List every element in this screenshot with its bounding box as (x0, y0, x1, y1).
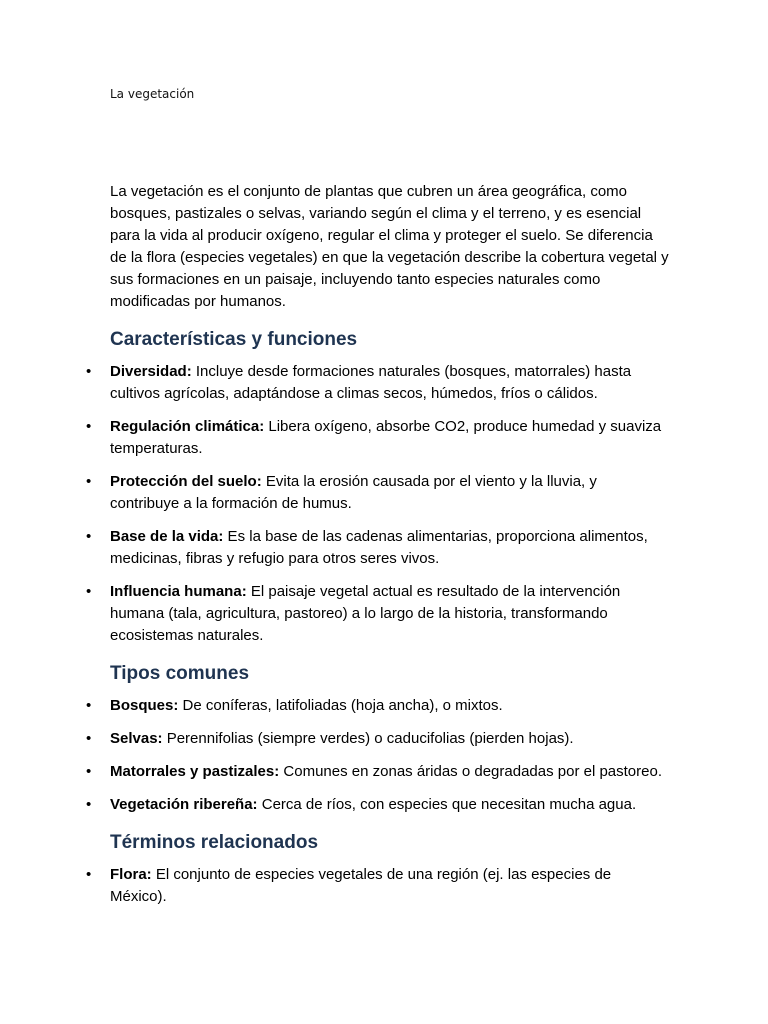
list-item-term: Matorrales y pastizales: (110, 763, 280, 780)
list-item-text: Cerca de ríos, con especies que necesitan mucha agua. (257, 796, 637, 813)
section-heading-tipos: Tipos comunes (110, 663, 250, 684)
bullet-icon: • (86, 730, 92, 747)
list-item (86, 526, 670, 570)
list-item-term: Influencia humana: (110, 583, 247, 600)
list-item-text: De coníferas, latifoliadas (hoja ancha), o mixtos. (178, 697, 503, 714)
list-item-term: Selvas: (110, 730, 163, 747)
list-item (86, 416, 670, 460)
bullet-icon: • (86, 796, 92, 813)
list-item (86, 471, 670, 515)
bullet-icon: • (86, 763, 92, 780)
list-item (86, 581, 670, 647)
list-item-term: Flora: (110, 866, 152, 883)
bullet-icon: • (86, 363, 92, 380)
list-item-term: Diversidad: (110, 363, 192, 380)
intro-paragraph: La vegetación es el conjunto de plantas que cubren un área geográfica, como bosques, pastizales o selvas, variando según el clima y el terreno, y es esencial para la vida al producir oxígeno, regular el clima y proteger el suelo. Se diferencia de la flora (especies vegetales) en que la vegetación describe la cobertura vegetal y sus formaciones en un paisaje, incluyendo tanto especies naturales como modificadas por humanos. (110, 183, 669, 310)
list-caracteristicas (86, 361, 670, 647)
list-terminos (86, 864, 670, 908)
list-item-term: Regulación climática: (110, 418, 265, 435)
list-item-text: Incluye desde formaciones naturales (bosques, matorrales) hasta cultivos agrícolas, adaptándose a climas secos, húmedos, fríos o cálidos. (110, 363, 632, 402)
list-item-text: Comunes en zonas áridas o degradadas por el pastoreo. (279, 763, 662, 780)
list-item-text: Perennifolias (siempre verdes) o caducifolias (pierden hojas). (162, 730, 574, 747)
bullet-icon: • (86, 473, 92, 490)
bullet-icon: • (86, 528, 92, 545)
list-item (86, 361, 670, 405)
list-item (86, 761, 670, 783)
list-item-term: Base de la vida: (110, 528, 224, 545)
section-heading-terminos: Términos relacionados (110, 832, 319, 853)
list-item-text: Es la base de las cadenas alimentarias, proporciona alimentos, medicinas, fibras y refugio para otros seres vivos. (110, 528, 648, 567)
bullet-icon: • (86, 697, 92, 714)
list-item-text: Libera oxígeno, absorbe CO2, produce humedad y suaviza temperaturas. (110, 418, 662, 457)
list-item (86, 794, 670, 816)
list-item-term: Vegetación ribereña: (110, 796, 258, 813)
list-item-text: El paisaje vegetal actual es resultado de la intervención humana (tala, agricultura, pastoreo) a lo largo de la historia, transformando ecosistemas naturales. (110, 583, 621, 644)
section-heading-caracteristicas: Características y funciones (110, 329, 358, 350)
bullet-icon: • (86, 583, 92, 600)
list-item-text: Evita la erosión causada por el viento y la lluvia, y contribuye a la formación de humus. (110, 473, 597, 512)
document-header-title: La vegetación (110, 87, 195, 101)
list-tipos (86, 695, 670, 816)
document-body (86, 181, 670, 922)
bullet-icon: • (86, 866, 92, 883)
list-item-text: El conjunto de especies vegetales de una región (ej. las especies de México). (110, 866, 612, 905)
bullet-icon: • (86, 418, 92, 435)
list-item-term: Protección del suelo: (110, 473, 262, 490)
list-item-term: Bosques: (110, 697, 179, 714)
list-item (86, 695, 670, 717)
list-item (86, 864, 670, 908)
list-item (86, 728, 670, 750)
